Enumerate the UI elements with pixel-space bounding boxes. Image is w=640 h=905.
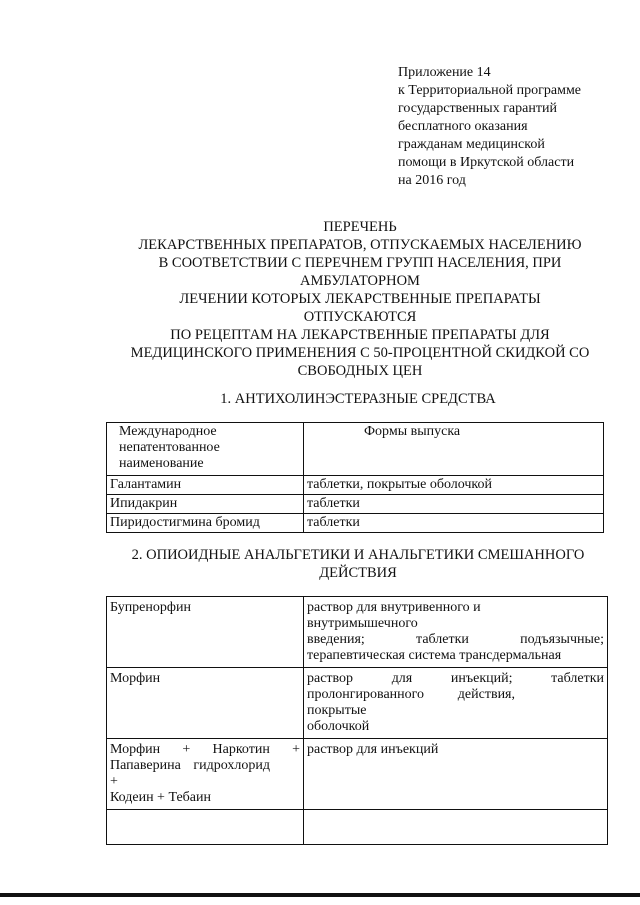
form-word: инъекций; bbox=[450, 671, 513, 686]
name-line: Кодеин + Тебаин bbox=[110, 790, 212, 805]
document-title bbox=[100, 218, 620, 380]
drug-name-cell: Ипидакрин bbox=[107, 495, 304, 514]
section-1-heading-text: 1. АНТИХОЛИНЭСТЕРАЗНЫЕ СРЕДСТВА bbox=[220, 391, 496, 407]
name-word: гидрохлорид bbox=[193, 758, 270, 773]
name-word: Папаверина bbox=[110, 758, 181, 773]
name-line bbox=[110, 742, 300, 758]
form-line: внутримышечного bbox=[307, 616, 418, 631]
section-1-heading bbox=[108, 390, 608, 408]
appendix-line: бесплатного оказания bbox=[398, 119, 528, 134]
name-word: + bbox=[292, 742, 300, 757]
appendix-line: к Территориальной программе bbox=[398, 83, 582, 98]
appendix-line: помощи в Иркутской области bbox=[398, 155, 575, 170]
form-line: раствор для внутривенного и bbox=[307, 600, 481, 615]
table-row bbox=[107, 739, 608, 810]
name-word: Наркотин bbox=[212, 742, 270, 757]
title-line: ОТПУСКАЮТСЯ bbox=[303, 309, 417, 325]
appendix-line: гражданам медицинской bbox=[398, 137, 545, 152]
form-line bbox=[307, 687, 515, 703]
table-row bbox=[107, 495, 604, 514]
form-word: действия, bbox=[457, 687, 515, 702]
title-line: ПО РЕЦЕПТАМ НА ЛЕКАРСТВЕННЫЕ ПРЕПАРАТЫ ДЛЯ bbox=[170, 327, 550, 343]
drug-form-cell: таблетки bbox=[304, 495, 604, 514]
title-line: ЛЕКАРСТВЕННЫХ ПРЕПАРАТОВ, ОТПУСКАЕМЫХ НАСЕЛЕНИЮ bbox=[138, 237, 582, 253]
name-line: + bbox=[110, 774, 118, 789]
form-word: для bbox=[391, 671, 413, 686]
drug-name-cell: Галантамин bbox=[107, 476, 304, 495]
title-line: В СООТВЕТСТВИИ С ПЕРЕЧНЕМ ГРУПП НАСЕЛЕНИЯ, ПРИ bbox=[158, 255, 562, 271]
form-line: оболочкой bbox=[307, 719, 370, 734]
header-form-cell: Формы выпуска bbox=[304, 423, 604, 476]
table-row-empty bbox=[107, 810, 608, 845]
section-2-heading-line: 2. ОПИОИДНЫЕ АНАЛЬГЕТИКИ И АНАЛЬГЕТИКИ СМЕШАННОГО bbox=[131, 547, 585, 563]
table-row bbox=[107, 597, 608, 668]
drug-name-cell: Пиридостигмина бромид bbox=[107, 514, 304, 533]
form-line: терапевтическая система трансдермальная bbox=[307, 648, 562, 663]
bottom-rule bbox=[0, 893, 640, 897]
drug-form-cell: таблетки bbox=[304, 514, 604, 533]
drug-form-cell bbox=[304, 668, 608, 739]
name-word: + bbox=[182, 742, 191, 757]
form-word: пролонгированного bbox=[307, 687, 425, 702]
empty-cell bbox=[107, 810, 304, 845]
form-word: раствор bbox=[307, 671, 354, 686]
drug-form-cell: таблетки, покрытые оболочкой bbox=[304, 476, 604, 495]
header-name-cell bbox=[107, 423, 304, 476]
header-name-line: непатентованное bbox=[119, 440, 220, 455]
title-line: СВОБОДНЫХ ЦЕН bbox=[297, 363, 423, 379]
section-2-heading-line: ДЕЙСТВИЯ bbox=[319, 565, 397, 581]
appendix-line: государственных гарантий bbox=[398, 101, 557, 116]
table-row bbox=[107, 668, 608, 739]
drug-name-cell bbox=[107, 739, 304, 810]
title-line: МЕДИЦИНСКОГО ПРИМЕНЕНИЯ С 50-ПРОЦЕНТНОЙ СКИДКОЙ СО bbox=[130, 345, 590, 361]
form-line bbox=[307, 632, 604, 648]
title-line: ПЕРЕЧЕНЬ bbox=[323, 219, 397, 235]
table-row bbox=[107, 476, 604, 495]
title-line: АМБУЛАТОРНОМ bbox=[300, 273, 420, 289]
empty-cell bbox=[304, 810, 608, 845]
appendix-note bbox=[398, 64, 618, 190]
form-line bbox=[307, 671, 604, 687]
table-row bbox=[107, 514, 604, 533]
name-word: Морфин bbox=[110, 742, 161, 757]
form-word: таблетки bbox=[551, 671, 604, 686]
form-line: покрытые bbox=[307, 703, 367, 718]
drug-form-cell: раствор для инъекций bbox=[304, 739, 608, 810]
drug-name-cell: Бупренорфин bbox=[107, 597, 304, 668]
form-word: введения; bbox=[307, 632, 365, 647]
drug-name-cell: Морфин bbox=[107, 668, 304, 739]
title-line: ЛЕЧЕНИИ КОТОРЫХ ЛЕКАРСТВЕННЫЕ ПРЕПАРАТЫ bbox=[179, 291, 541, 307]
form-word: таблетки bbox=[416, 632, 469, 647]
appendix-line: на 2016 год bbox=[398, 173, 466, 188]
section-2-heading bbox=[108, 546, 608, 582]
section-2-table bbox=[106, 596, 608, 845]
form-word: подъязычные; bbox=[520, 632, 604, 647]
name-line bbox=[110, 758, 270, 774]
header-name-line: Международное bbox=[119, 424, 217, 439]
header-name-line: наименование bbox=[119, 456, 204, 471]
appendix-line: Приложение 14 bbox=[398, 65, 491, 80]
section-1-table bbox=[106, 422, 604, 533]
drug-form-cell bbox=[304, 597, 608, 668]
table-header-row bbox=[107, 423, 604, 476]
